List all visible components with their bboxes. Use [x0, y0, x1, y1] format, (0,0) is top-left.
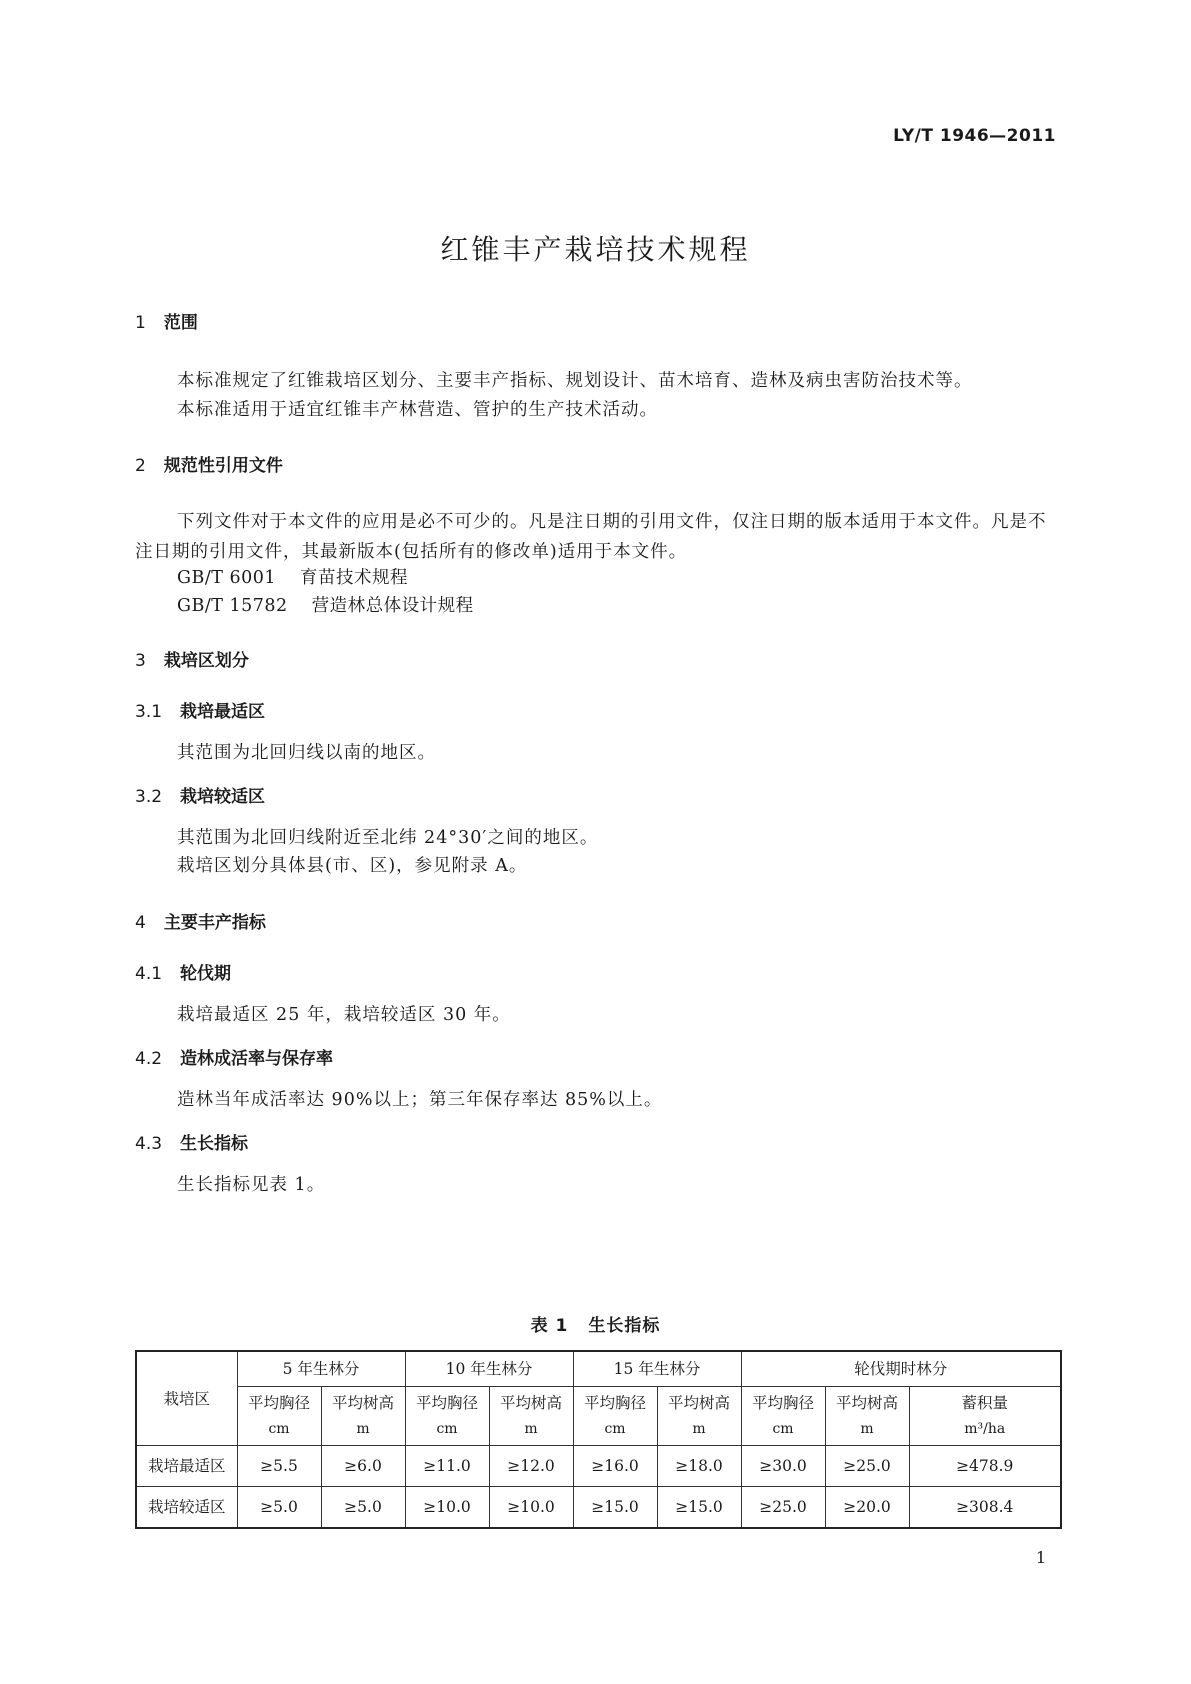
section-title: 生长指标 [180, 1134, 249, 1154]
section-number: 3.2 [135, 787, 163, 807]
unit-label: cm [772, 1421, 794, 1437]
section-2-heading [135, 455, 283, 477]
group-header: 15 年生林分 [573, 1351, 741, 1387]
paragraph [135, 823, 1056, 853]
table-title: 生长指标 [588, 1316, 661, 1336]
section-3-1-heading [135, 701, 265, 723]
unit-label: m³/ha [964, 1421, 1006, 1437]
value-cell: ≥308.4 [909, 1487, 1061, 1529]
paragraph [135, 1085, 1056, 1115]
paragraph-text: 其范围为北回归线附近至北纬 24°30′之间的地区。 [177, 828, 599, 848]
height-header: 平均树高 m [489, 1387, 573, 1446]
table-subheader-row [136, 1387, 1061, 1446]
growth-index-table [135, 1350, 1062, 1529]
height-header: 平均树高 m [825, 1387, 909, 1446]
reference-code: GB/T 15782 [177, 596, 288, 616]
value-cell: ≥10.0 [489, 1487, 573, 1529]
section-number: 4.2 [135, 1049, 163, 1069]
value-cell: ≥11.0 [405, 1446, 489, 1487]
paragraph [135, 507, 1056, 567]
section-title: 栽培较适区 [180, 787, 266, 807]
section-number: 3.1 [135, 702, 163, 722]
table-header-row [136, 1351, 1061, 1387]
unit-label: m [356, 1421, 370, 1437]
section-4-3-heading [135, 1133, 248, 1155]
paragraph-text: 本标准规定了红锥栽培区划分、主要丰产指标、规划设计、苗木培育、造林及病虫害防治技术等。 [177, 371, 973, 391]
paragraph [135, 395, 1056, 425]
section-number: 3 [135, 651, 146, 671]
value-cell: ≥16.0 [573, 1446, 657, 1487]
value-cell: ≥5.0 [237, 1487, 321, 1529]
height-header: 平均树高 m [657, 1387, 741, 1446]
value-cell: ≥478.9 [909, 1446, 1061, 1487]
section-title: 主要丰产指标 [163, 913, 266, 933]
section-number: 4.1 [135, 964, 163, 984]
section-title: 规范性引用文件 [163, 456, 283, 476]
value-cell: ≥18.0 [657, 1446, 741, 1487]
value-cell: ≥6.0 [321, 1446, 405, 1487]
paragraph-text: 本标准适用于适宜红锥丰产林营造、管护的生产技术活动。 [177, 400, 658, 420]
paragraph-text: 造林当年成活率达 90%以上；第三年保存率达 85%以上。 [177, 1090, 663, 1110]
paragraph [135, 851, 1056, 881]
paragraph-text: 其范围为北回归线以南的地区。 [177, 743, 436, 763]
zone-header: 栽培区 [136, 1351, 237, 1446]
reference-item [177, 564, 408, 589]
unit-label: m [524, 1421, 538, 1437]
paragraph-text: 生长指标见表 1。 [177, 1175, 326, 1195]
section-3-2-heading [135, 786, 265, 808]
section-number: 2 [135, 456, 146, 476]
paragraph-text: 栽培最适区 25 年，栽培较适区 30 年。 [177, 1005, 511, 1025]
reference-name: 营造林总体设计规程 [311, 596, 474, 616]
table-row [136, 1487, 1061, 1529]
volume-header: 蓄积量 m³/ha [909, 1387, 1061, 1446]
paragraph-text: 下列文件对于本文件的应用是必不可少的。凡是注日期的引用文件，仅注日期的版本适用于本文件。凡是不注日期的引用文件，其最新版本(包括所有的修改单)适用于本文件。 [135, 512, 1047, 562]
reference-code: GB/T 6001 [177, 568, 277, 588]
dbh-header: 平均胸径 cm [237, 1387, 321, 1446]
table-row [136, 1446, 1061, 1487]
page-number: 1 [1035, 1548, 1046, 1567]
value-cell: ≥25.0 [825, 1446, 909, 1487]
value-cell: ≥5.5 [237, 1446, 321, 1487]
value-cell: ≥30.0 [741, 1446, 825, 1487]
section-title: 范围 [163, 313, 198, 333]
height-header: 平均树高 m [321, 1387, 405, 1446]
unit-label: cm [604, 1421, 626, 1437]
unit-label: m [692, 1421, 706, 1437]
paragraph [135, 1000, 1056, 1030]
paragraph [135, 738, 1056, 768]
section-title: 栽培最适区 [180, 702, 266, 722]
group-header: 5 年生林分 [237, 1351, 405, 1387]
section-4-2-heading [135, 1048, 333, 1070]
section-1-heading [135, 312, 198, 334]
section-4-heading [135, 912, 266, 934]
section-number: 4 [135, 913, 146, 933]
section-4-1-heading [135, 963, 231, 985]
value-cell: ≥10.0 [405, 1487, 489, 1529]
value-cell: ≥5.0 [321, 1487, 405, 1529]
unit-label: m [860, 1421, 874, 1437]
value-cell: ≥15.0 [657, 1487, 741, 1529]
group-header: 轮伐期时林分 [741, 1351, 1061, 1387]
section-title: 轮伐期 [180, 964, 232, 984]
reference-item [177, 592, 474, 617]
dbh-header: 平均胸径 cm [405, 1387, 489, 1446]
document-title: 红锥丰产栽培技术规程 [440, 233, 751, 266]
section-3-heading [135, 650, 249, 672]
section-number: 4.3 [135, 1134, 163, 1154]
dbh-header: 平均胸径 cm [741, 1387, 825, 1446]
paragraph [135, 1170, 1056, 1200]
value-cell: ≥20.0 [825, 1487, 909, 1529]
section-title: 栽培区划分 [163, 651, 249, 671]
paragraph [135, 366, 1056, 396]
section-title: 造林成活率与保存率 [180, 1049, 334, 1069]
value-cell: ≥12.0 [489, 1446, 573, 1487]
table-caption [0, 1311, 1191, 1336]
value-cell: ≥15.0 [573, 1487, 657, 1529]
standard-code: LY/T 1946—2011 [893, 126, 1056, 146]
value-cell: ≥25.0 [741, 1487, 825, 1529]
unit-label: cm [268, 1421, 290, 1437]
paragraph-text: 栽培区划分具体县(市、区)，参见附录 A。 [177, 856, 528, 876]
unit-label: cm [436, 1421, 458, 1437]
table-number: 表 1 [530, 1316, 569, 1336]
zone-cell: 栽培最适区 [136, 1446, 237, 1487]
section-number: 1 [135, 313, 146, 333]
reference-name: 育苗技术规程 [300, 568, 409, 588]
group-header: 10 年生林分 [405, 1351, 573, 1387]
dbh-header: 平均胸径 cm [573, 1387, 657, 1446]
zone-cell: 栽培较适区 [136, 1487, 237, 1529]
